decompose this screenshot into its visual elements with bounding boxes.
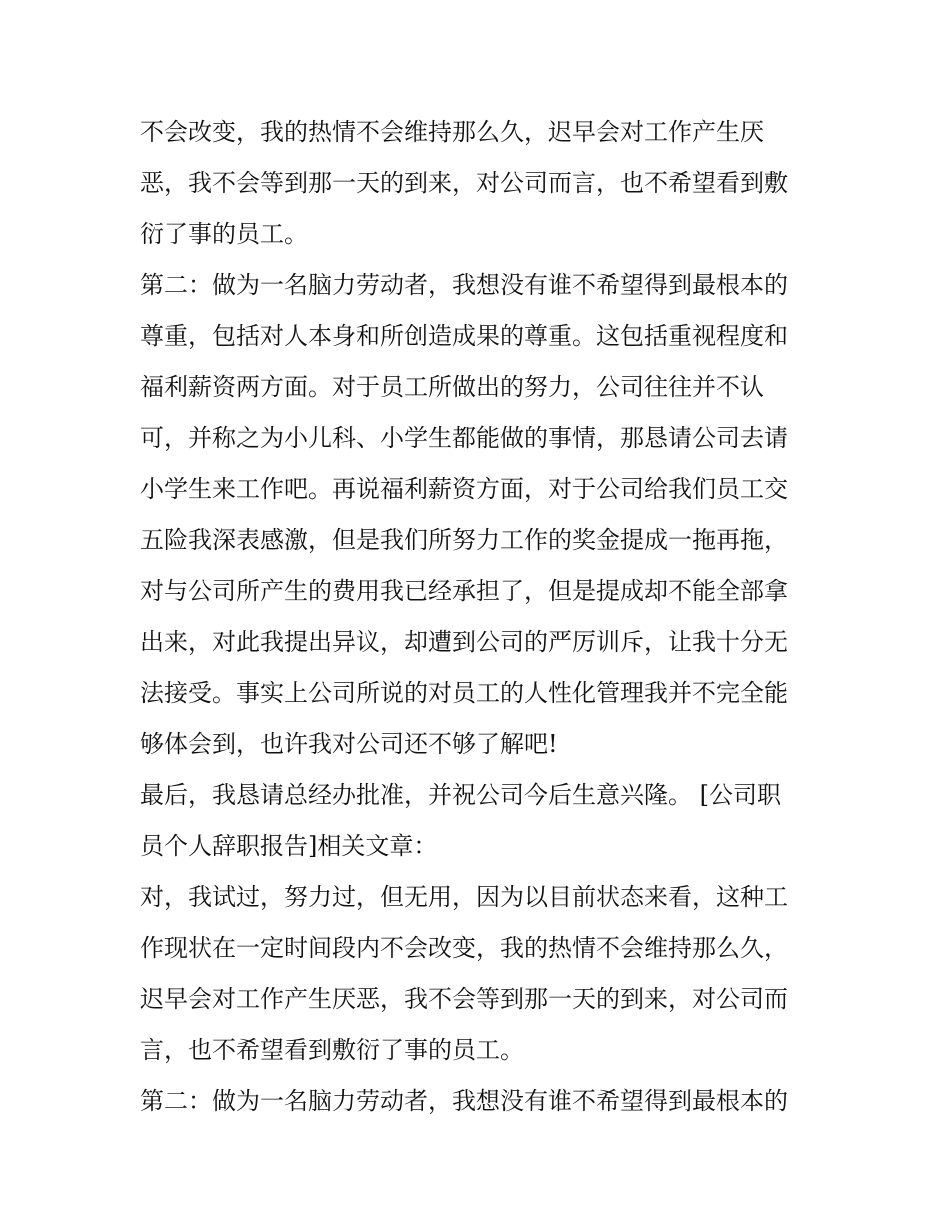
text-line: 五险我深表感激，但是我们所努力工作的奖金提成一拖再拖，: [140, 526, 788, 554]
text-line: 尊重，包括对人本身和所创造成果的尊重。这包括重视程度和: [140, 322, 788, 350]
text-line: 第二：做为一名脑力劳动者，我想没有谁不希望得到最根本的: [140, 1087, 788, 1115]
text-line: 可，并称之为小儿科、小学生都能做的事情，那恳请公司去请: [140, 424, 788, 452]
text-line: 言，也不希望看到敷衍了事的员工。: [140, 1036, 524, 1064]
text-line: 迟早会对工作产生厌恶，我不会等到那一天的到来，对公司而: [140, 985, 788, 1013]
text-line: 小学生来工作吧。再说福利薪资方面，对于公司给我们员工交: [140, 475, 788, 503]
text-line: 出来，对此我提出异议，却遭到公司的严厉训斥，让我十分无: [140, 628, 788, 656]
text-line: 够体会到，也许我对公司还不够了解吧!: [140, 730, 558, 758]
document-body: [140, 107, 820, 1127]
text-line: 第二：做为一名脑力劳动者，我想没有谁不希望得到最根本的: [140, 271, 788, 299]
text-line: 衍了事的员工。: [140, 220, 308, 248]
text-line: 员个人辞职报告]相关文章：: [140, 832, 438, 860]
text-line: 恶，我不会等到那一天的到来，对公司而言，也不希望看到敷: [140, 169, 788, 197]
text-line: 最后，我恳请总经办批准，并祝公司今后生意兴隆。 [公司职: [140, 781, 781, 809]
text-line: 法接受。事实上公司所说的对员工的人性化管理我并不完全能: [140, 679, 788, 707]
text-line: 作现状在一定时间段内不会改变，我的热情不会维持那么久，: [140, 934, 788, 962]
text-line: 对与公司所产生的费用我已经承担了，但是提成却不能全部拿: [140, 577, 788, 605]
text-line: 对，我试过，努力过，但无用，因为以目前状态来看，这种工: [140, 883, 788, 911]
text-line: 不会改变，我的热情不会维持那么久，迟早会对工作产生厌: [140, 118, 764, 146]
text-line: 福利薪资两方面。对于员工所做出的努力，公司往往并不认: [140, 373, 764, 401]
